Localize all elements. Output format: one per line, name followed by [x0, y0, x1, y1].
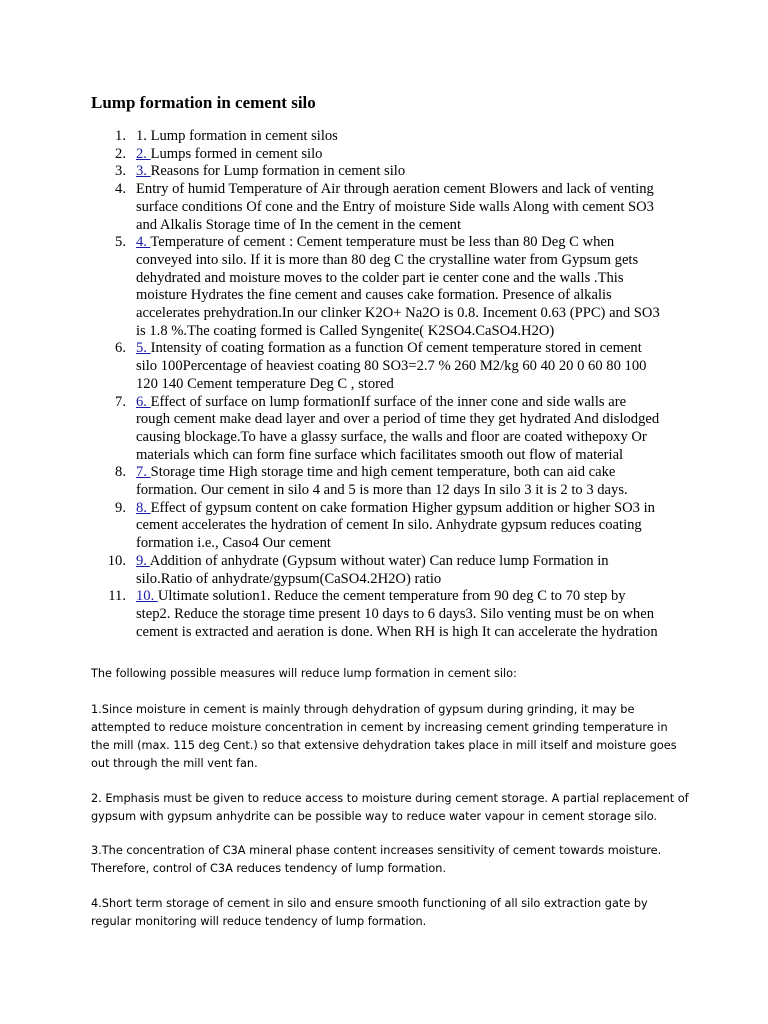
measures-intro: The following possible measures will reduce lump formation in cement silo: — [91, 667, 517, 680]
measure-line: regular monitoring will reduce tendency of lump formation. — [91, 915, 427, 928]
list-item-text: cement accelerates the hydration of cement In silo. Anhydrate gypsum reduces coating — [136, 517, 642, 534]
list-item-text: 120 140 Cement temperature Deg C , stored — [136, 375, 394, 392]
measure-paragraph — [91, 842, 691, 878]
list-item-text: formation i.e., Caso4 Our cement — [136, 535, 331, 552]
list-item-text: 1. Lump formation in cement silos — [136, 128, 338, 144]
list-item-text: rough cement make dead layer and over a period of time they get hydrated And dislodged — [136, 411, 660, 428]
list-item — [91, 128, 691, 146]
list-item-text: Temperature of cement : Cement temperature must be less than 80 Deg C when — [150, 234, 615, 251]
list-item — [91, 234, 691, 340]
list-item-link[interactable]: 6. — [136, 393, 151, 410]
list-item-number: 9. — [115, 499, 126, 516]
list-item-number: 5. — [115, 234, 126, 251]
list-item-text: Storage time High storage time and high cement temperature, both can aid cake — [150, 464, 616, 481]
list-item-number: 1. — [115, 128, 126, 144]
measure-line: 3.The concentration of C3A mineral phase content increases sensitivity of cement towards moisture. — [91, 844, 662, 857]
list-item-link[interactable]: 5. — [136, 340, 151, 357]
list-item — [91, 553, 691, 588]
list-item — [91, 181, 691, 234]
list-item-text: silo.Ratio of anhydrate/gypsum(CaSO4.2H2O) ratio — [136, 570, 442, 587]
list-item-text: Addition of anhydrate (Gypsum without water) Can reduce lump Formation in — [149, 552, 609, 569]
measure-paragraph — [91, 895, 691, 931]
list-item-text: cement is extracted and aeration is done. When RH is high It can accelerate the hydration — [136, 623, 658, 640]
list-item-text: Lumps formed in cement silo — [150, 145, 323, 162]
list-item-number: 8. — [115, 464, 126, 481]
list-item-text: Effect of gypsum content on cake formation Higher gypsum addition or higher SO3 in — [150, 499, 655, 516]
measure-line: 4.Short term storage of cement in silo and ensure smooth functioning of all silo extraction gate by — [91, 897, 648, 910]
list-item-link[interactable]: 7. — [136, 464, 151, 481]
list-item-text: and Alkalis Storage time of In the cement in the cement — [136, 216, 462, 233]
measure-line: out through the mill vent fan. — [91, 757, 258, 770]
list-item — [91, 163, 691, 181]
list-item-link[interactable]: 2. — [136, 145, 151, 162]
list-item — [91, 340, 691, 393]
measure-line: the mill (max. 115 deg Cent.) so that extensive dehydration takes place in mill itself and moisture goes — [91, 739, 677, 752]
list-item-text: moisture Hydrates the fine cement and causes cake formation. Presence of alkalis — [136, 287, 612, 304]
list-item-link[interactable]: 9. — [136, 552, 150, 569]
numbered-list — [91, 128, 691, 641]
list-item — [91, 588, 691, 641]
list-item-number: 10. — [107, 552, 126, 569]
list-item-number: 2. — [115, 145, 126, 162]
list-item-link[interactable]: 4. — [136, 234, 151, 251]
list-item — [91, 464, 691, 499]
measure-line: 2. Emphasis must be given to reduce access to moisture during cement storage. A partial replacement of — [91, 792, 689, 805]
list-item-link[interactable]: 3. — [136, 163, 151, 180]
list-item-text: dehydrated and moisture moves to the colder part ie center cone and the walls .This — [136, 269, 624, 286]
list-item-number: 3. — [115, 163, 126, 180]
measure-line: gypsum with gypsum anhydrite can be possible way to reduce water vapour in cement storage silo. — [91, 810, 658, 823]
list-item-text: formation. Our cement in silo 4 and 5 is more than 12 days In silo 3 it is 2 to 3 days. — [136, 482, 628, 499]
list-item-text: Ultimate solution1. Reduce the cement temperature from 90 deg C to 70 step by — [157, 588, 626, 605]
list-item — [91, 146, 691, 164]
list-item-text: causing blockage.To have a glassy surface, the walls and floor are coated withepoxy Or — [136, 428, 647, 445]
measure-paragraph — [91, 701, 691, 773]
list-item — [91, 394, 691, 465]
list-item-text: surface conditions Of cone and the Entry of moisture Side walls Along with cement SO3 — [136, 198, 654, 215]
measure-paragraph — [91, 790, 691, 826]
measure-line: Therefore, control of C3A reduces tendency of lump formation. — [91, 862, 447, 875]
list-item-text: Reasons for Lump formation in cement silo — [150, 163, 406, 180]
measure-line: attempted to reduce moisture concentration in cement by increasing cement grinding temperature in — [91, 721, 668, 734]
list-item-number: 7. — [115, 393, 126, 410]
list-item-text: Effect of surface on lump formationIf surface of the inner cone and side walls are — [150, 393, 627, 410]
list-item-link[interactable]: 8. — [136, 499, 151, 516]
list-item-text: is 1.8 %.The coating formed is Called Syngenite( K2SO4.CaSO4.H2O) — [136, 322, 555, 339]
list-item-number: 6. — [115, 340, 126, 357]
list-item-text: Entry of humid Temperature of Air through aeration cement Blowers and lack of venting — [136, 181, 654, 198]
list-item-link[interactable]: 10. — [136, 588, 158, 605]
list-item-text: step2. Reduce the storage time present 10 days to 6 days3. Silo venting must be on when — [136, 605, 654, 622]
list-item-text: materials which can form fine surface which facilitates smooth out flow of material — [136, 446, 624, 463]
list-item — [91, 500, 691, 553]
page-title: Lump formation in cement silo — [91, 93, 316, 112]
list-item-number: 4. — [115, 181, 126, 198]
list-item-text: silo 100Percentage of heaviest coating 80 SO3=2.7 % 260 M2/kg 60 40 20 0 60 80 100 — [136, 358, 647, 375]
list-item-number: 11. — [108, 588, 126, 605]
list-item-text: conveyed into silo. If it is more than 80 deg C the crystalline water from Gypsum gets — [136, 251, 639, 268]
list-item-text: accelerates prehydration.In our clinker K2O+ Na2O is 0.8. Incement 0.63 (PPC) and SO3 — [136, 305, 660, 322]
list-item-text: Intensity of coating formation as a function Of cement temperature stored in cement — [150, 340, 642, 357]
measure-line: 1.Since moisture in cement is mainly through dehydration of gypsum during grinding, it may be — [91, 703, 635, 716]
